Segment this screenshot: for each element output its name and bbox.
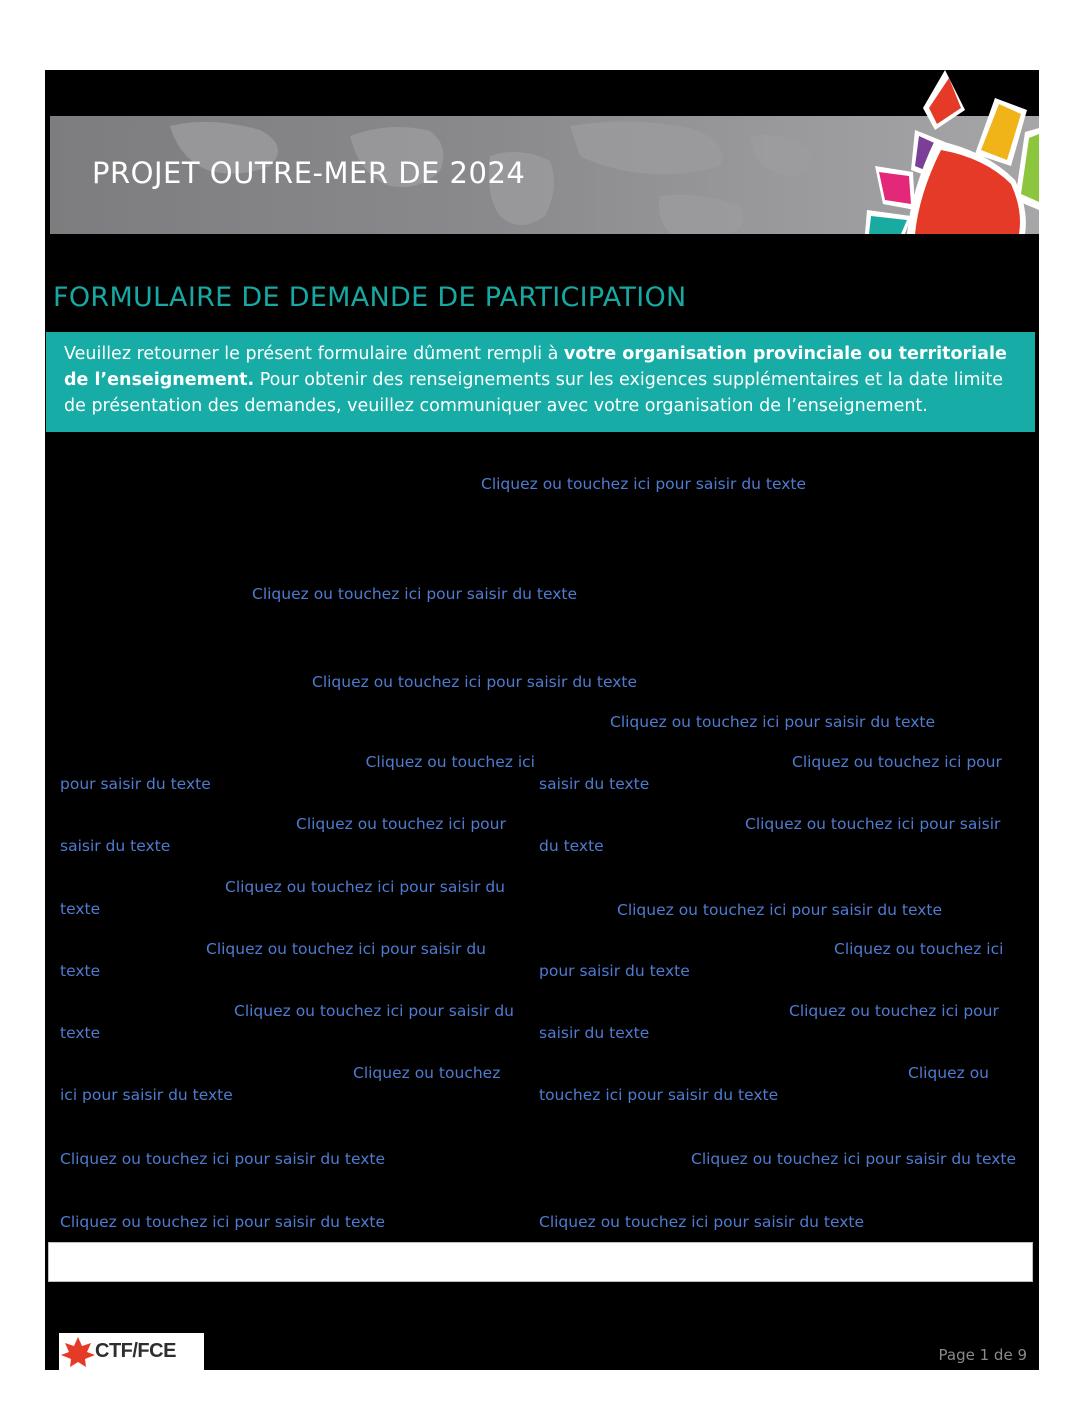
notice-text-bold: votre organisation provinciale ou territoriale de l’enseignement. bbox=[64, 344, 1007, 390]
page-number: Page 1 de 9 bbox=[938, 1346, 1027, 1364]
notice-text-end: Pour obtenir des renseignements sur les exigences supplémentaires et la date limite de présentation des demandes, veuillez communiquer avec votre organisation de l’enseignement. bbox=[64, 370, 1004, 416]
text-field[interactable]: Cliquez ou touchez ici pour saisir du texte bbox=[60, 1064, 501, 1104]
text-field[interactable]: Cliquez ou touchez ici pour saisir du texte bbox=[481, 475, 807, 493]
text-field[interactable]: Cliquez ou touchez ici pour saisir du texte bbox=[539, 815, 1001, 855]
instructions-notice bbox=[46, 332, 1035, 432]
text-field[interactable]: Cliquez ou touchez ici pour saisir du texte bbox=[60, 878, 505, 918]
text-field[interactable]: Cliquez ou touchez ici pour saisir du texte bbox=[312, 673, 638, 691]
text-field[interactable]: Cliquez ou touchez ici pour saisir du texte bbox=[539, 1064, 990, 1104]
text-field[interactable]: Cliquez ou touchez ici pour saisir du texte bbox=[60, 1002, 514, 1042]
text-field[interactable]: Cliquez ou touchez ici pour saisir du texte bbox=[60, 753, 535, 793]
text-field[interactable]: Cliquez ou touchez ici pour saisir du texte bbox=[539, 1002, 999, 1042]
text-field[interactable]: Cliquez ou touchez ici pour saisir du texte bbox=[610, 713, 936, 731]
text-field[interactable]: Cliquez ou touchez ici pour saisir du texte bbox=[539, 753, 1002, 793]
text-field[interactable]: Cliquez ou touchez ici pour saisir du texte bbox=[60, 1213, 386, 1231]
maple-leaf-icon bbox=[61, 1337, 95, 1367]
ctf-fce-logo bbox=[59, 1333, 204, 1370]
banner-title: PROJET OUTRE-MER DE 2024 bbox=[92, 156, 526, 190]
form-page bbox=[45, 70, 1039, 1370]
notice-text-start: Veuillez retourner le présent formulaire dûment rempli à bbox=[64, 344, 564, 364]
text-field[interactable]: Cliquez ou touchez ici pour saisir du texte bbox=[539, 1213, 865, 1231]
text-field[interactable]: Cliquez ou touchez ici pour saisir du texte bbox=[617, 901, 943, 919]
text-field[interactable]: Cliquez ou touchez ici pour saisir du texte bbox=[60, 815, 506, 855]
text-field[interactable]: Cliquez ou touchez ici pour saisir du texte bbox=[691, 1150, 1017, 1168]
text-field[interactable]: Cliquez ou touchez ici pour saisir du texte bbox=[252, 585, 578, 603]
maple-leaf-logo-icon bbox=[815, 70, 1039, 234]
form-title: FORMULAIRE DE DEMANDE DE PARTICIPATION bbox=[53, 282, 687, 313]
signature-input-bar[interactable] bbox=[48, 1242, 1033, 1282]
logo-text: CTF/FCE bbox=[95, 1340, 176, 1362]
text-field[interactable]: Cliquez ou touchez ici pour saisir du texte bbox=[539, 940, 1004, 980]
text-field[interactable]: Cliquez ou touchez ici pour saisir du texte bbox=[60, 1150, 386, 1168]
text-field[interactable]: Cliquez ou touchez ici pour saisir du texte bbox=[60, 940, 486, 980]
